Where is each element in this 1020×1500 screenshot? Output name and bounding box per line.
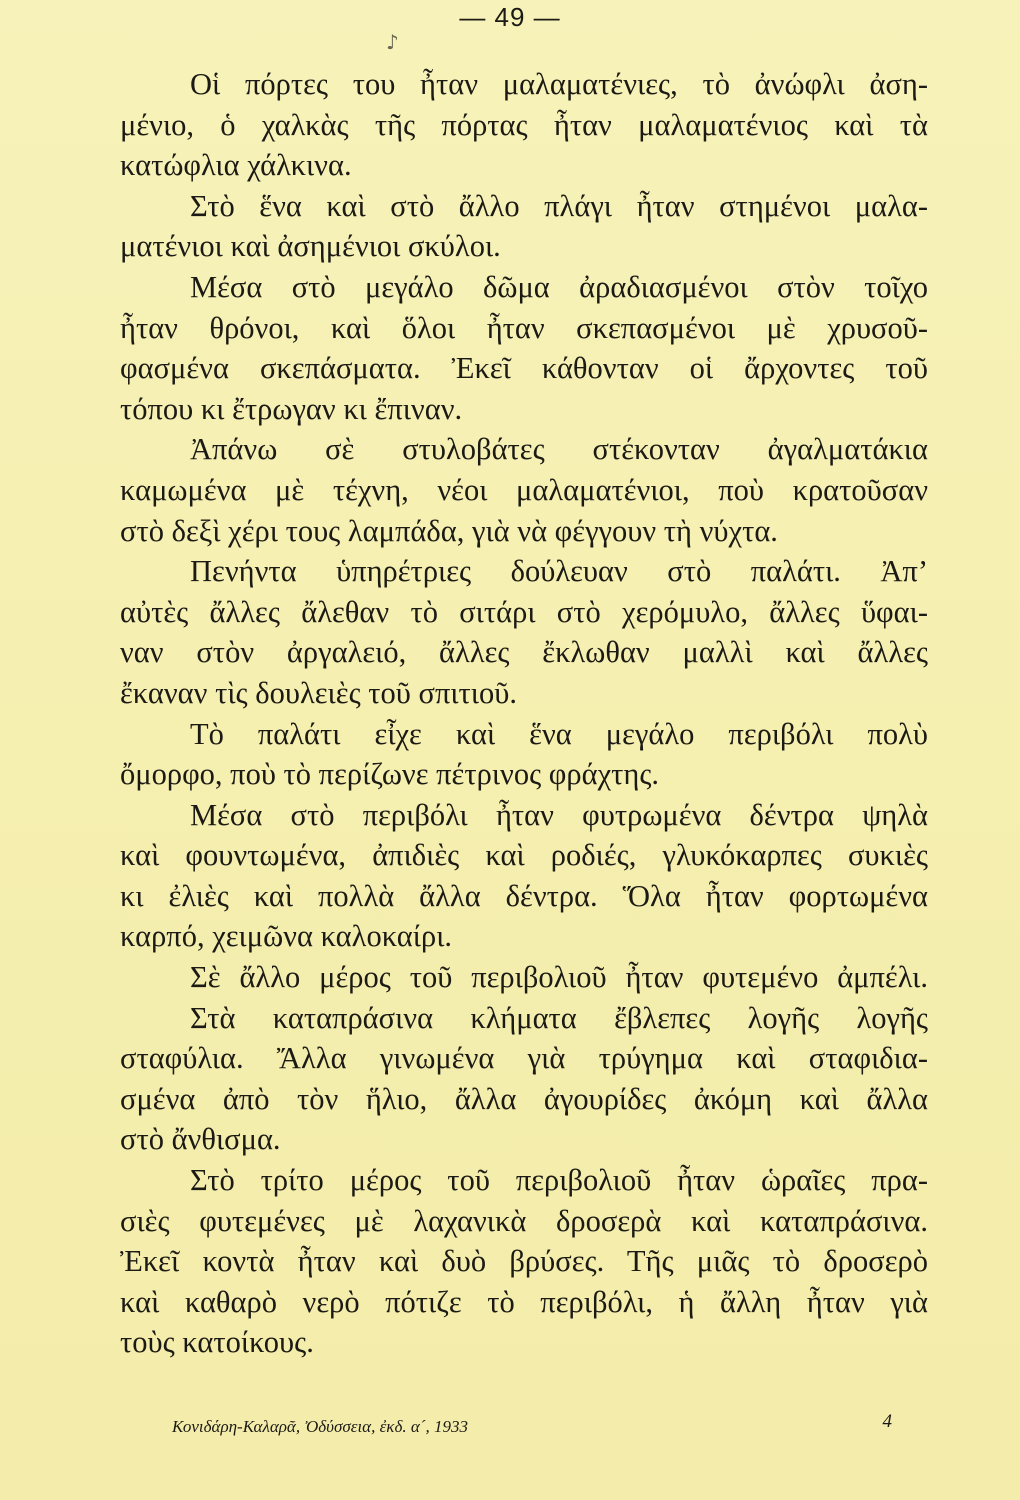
text-line: σιὲς φυτεμένες μὲ λαχανικὰ δροσερὰ καὶ καταπράσινα. (120, 1203, 928, 1238)
text-line: ἔκαναν τὶς δουλειὲς τοῦ σπιτιοῦ. (120, 675, 517, 710)
text-line: ἦταν θρόνοι, καὶ ὅλοι ἦταν σκεπασμένοι μὲ χρυσοῦ- (120, 310, 928, 345)
text-line: ναν στὸν ἀργαλειό, ἄλλες ἔκλωθαν μαλλὶ καὶ ἄλλες (120, 635, 928, 670)
text-line: κι ἐλιὲς καὶ πολλὰ ἄλλα δέντρα. Ὅλα ἦταν φορτωμένα (120, 878, 928, 913)
text-line: τόπου κι ἔτρωγαν κι ἔπιναν. (120, 391, 463, 426)
text-line: καὶ καθαρὸ νερὸ πότιζε τὸ περιβόλι, ἡ ἄλλη ἦταν γιὰ (120, 1284, 928, 1319)
text-line: μένιο, ὁ χαλκὰς τῆς πόρτας ἦταν μαλαματένιος καὶ τὰ (120, 107, 928, 142)
text-line: Οἱ πόρτες του ἦταν μαλαματένιες, τὸ ἀνώφλι ἀση- (190, 67, 928, 101)
signature-number: 4 (882, 1411, 892, 1432)
text-line: στὸ ἄνθισμα. (120, 1122, 281, 1157)
text-line: καμωμένα μὲ τέχνη, νέοι μαλαματένιοι, ποὺ κρατοῦσαν (120, 472, 928, 507)
text-line: Σὲ ἄλλο μέρος τοῦ περιβολιοῦ ἦταν φυτεμένο ἀμπέλι. (190, 960, 928, 995)
text-line: Στὸ ἕνα καὶ στὸ ἄλλο πλάγι ἦταν στημένοι μαλα- (190, 188, 928, 223)
text-line: Μέσα στὸ περιβόλι ἦταν φυτρωμένα δέντρα ψηλὰ (190, 797, 928, 832)
text-line: Στὰ καταπράσινα κλήματα ἔβλεπες λογῆς λογῆς (190, 1000, 928, 1035)
ink-mark-icon: ♪ (386, 30, 399, 54)
footer-citation: Κονιδάρη-Καλαρᾶ, Ὀδύσσεια, ἐκδ. α´, 1933 (172, 1417, 468, 1436)
text-line: στὸ δεξὶ χέρι τους λαμπάδα, γιὰ νὰ φέγγουν τὴ νύχτα. (120, 513, 778, 548)
text-line: καὶ φουντωμένα, ἀπιδιὲς καὶ ροδιές, γλυκόκαρπες συκιὲς (120, 838, 928, 873)
body-text (120, 64, 928, 1363)
page-number: — 49 — (459, 2, 561, 32)
text-line: Στὸ τρίτο μέρος τοῦ περιβολιοῦ ἦταν ὡραῖες πρα- (190, 1163, 928, 1198)
text-line: ματένιοι καὶ ἀσημένιοι σκύλοι. (120, 229, 501, 264)
text-line: καρπό, χειμῶνα καλοκαίρι. (120, 919, 453, 954)
footer (172, 1411, 912, 1437)
text-line: σταφύλια. Ἄλλα γινωμένα γιὰ τρύγημα καὶ σταφιδια- (120, 1041, 928, 1076)
text-line: Ἀπάνω σὲ στυλοβάτες στέκονταν ἀγαλματάκια (190, 432, 928, 467)
text-line: αὐτὲς ἄλλες ἄλεθαν τὸ σιτάρι στὸ χερόμυλο, ἄλλες ὕφαι- (120, 594, 928, 629)
text-line: Πενήντα ὑπηρέτριες δούλευαν στὸ παλάτι. Ἀπ’ (190, 554, 928, 589)
text-line: τοὺς κατοίκους. (120, 1325, 314, 1360)
text-line: σμένα ἀπὸ τὸν ἥλιο, ἄλλα ἀγουρίδες ἀκόμη καὶ ἄλλα (120, 1081, 928, 1116)
text-line: φασμένα σκεπάσματα. Ἐκεῖ κάθονταν οἱ ἄρχοντες τοῦ (120, 351, 928, 386)
text-line: Ἐκεῖ κοντὰ ἦταν καὶ δυὸ βρύσες. Τῆς μιᾶς τὸ δροσερὸ (120, 1244, 928, 1279)
text-line: Μέσα στὸ μεγάλο δῶμα ἀραδιασμένοι στὸν τοῖχο (190, 269, 928, 304)
text-line: ὄμορφο, ποὺ τὸ περίζωνε πέτρινος φράχτης. (120, 757, 660, 792)
text-line: Τὸ παλάτι εἶχε καὶ ἕνα μεγάλο περιβόλι πολὺ (190, 716, 928, 751)
text-line: κατώφλια χάλκινα. (120, 148, 352, 183)
